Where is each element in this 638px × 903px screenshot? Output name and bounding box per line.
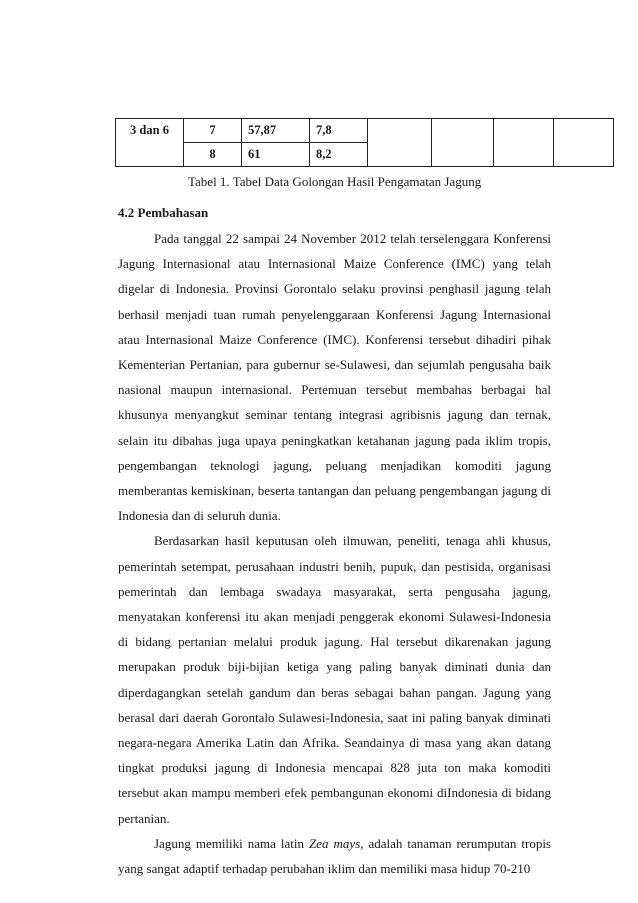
section-heading: 4.2 Pembahasan	[118, 205, 209, 220]
paragraph: Berdasarkan hasil keputusan oleh ilmuwan, peneliti, tenaga ahli khusus, pemerintah setempat, perusahaan industri benih, pupuk, dan pestisida, organisasi pemerintah dan lembaga swadaya masyarakat, serta pengusaha jagung, menyatakan konferensi itu akan menjadi penggerak ekonomi Sulawesi-Indonesia di bidang pertanian melalui produk jagung. Hal tersebut dikarenakan jagung merupakan produk biji-bijian ketiga yang paling banyak diminati dunia dan diperdagangkan setelah gandum dan beras sebagai bahan pangan. Jagung yang berasal dari daerah Gorontalo Sulawesi-Indonesia, saat ini paling banyak diminati negara-negara Amerika Latin dan Afrika. Seandainya di masa yang akan datang tingkat produksi jagung di Indonesia mencapai 828 juta ton maka komoditi tersebut akan mampu memberi efek pembangunan ekonomi diIndonesia di bidang pertanian.	[118, 533, 551, 826]
paragraph: Pada tanggal 22 sampai 24 November 2012 telah terselenggara Konferensi Jagung Internasional atau Internasional Maize Conference (IMC) yang telah digelar di Indonesia. Provinsi Gorontalo selaku provinsi penghasil jagung telah berhasil menjadi tuan rumah penyelenggaraan Konferensi Jagung Internasional atau Internasional Maize Conference (IMC). Konferensi tersebut dihadiri pihak Kementerian Pertanian, para gubernur se-Sulawesi, dan sejumlah pengusaha baik nasional maupun internasional. Pertemuan tersebut membahas berbagai hal khusunya menyangkut seminar tentang integrasi agribisnis jagung dan ternak, selain itu dibahas juga upaya peningkatkan ketahanan jagung pada iklim tropis, pengembangan teknologi jagung, peluang menjadikan komoditi jagung memberantas kemiskinan, beserta tantangan dan peluang pengembangan jagung di Indonesia dan di seluruh dunia.	[118, 231, 551, 524]
table-cell	[432, 119, 494, 167]
latin-name: Zea mays,	[309, 835, 364, 851]
table-caption: Tabel 1. Tabel Data Golongan Hasil Pengamatan Jagung	[188, 174, 482, 189]
table-cell	[554, 119, 614, 167]
table-cell: 57,87	[242, 119, 310, 143]
table-cell	[494, 119, 554, 167]
paragraph	[118, 831, 551, 881]
paragraph-text: Jagung memiliki nama latin	[154, 835, 310, 851]
table-cell: 7,8	[310, 119, 368, 143]
table-cell: 8	[184, 143, 242, 167]
table-cell: 8,2	[310, 143, 368, 167]
section-body	[118, 226, 551, 881]
paragraph-text: adalah tanaman rerumputan tropis yang sangat adaptif terhadap perubahan iklim dan memiliki masa hidup 70-210	[118, 835, 551, 877]
table-row	[116, 119, 614, 143]
table-cell: 7	[184, 119, 242, 143]
table-cell	[368, 119, 432, 167]
table-cell: 3 dan 6	[116, 119, 184, 167]
table-cell: 61	[242, 143, 310, 167]
data-table	[115, 118, 614, 167]
